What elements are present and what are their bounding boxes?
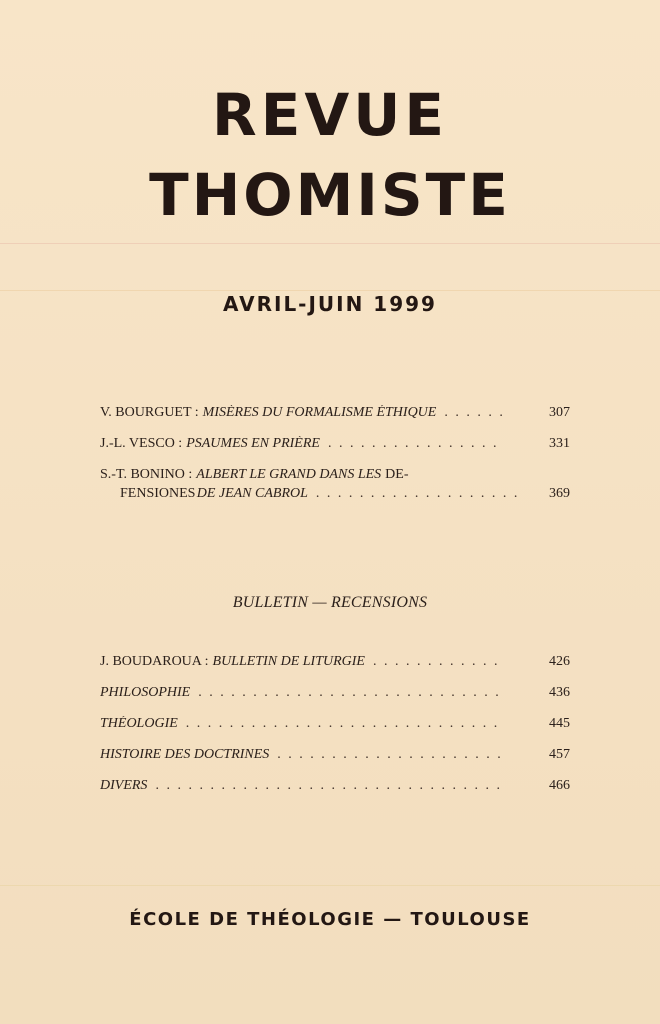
leader-dots	[186, 716, 502, 732]
toc-entry	[100, 747, 574, 778]
paper-line	[0, 290, 660, 291]
entry-title: PSAUMES EN PRIÈRE	[186, 436, 320, 451]
page-number: 466	[549, 778, 570, 793]
page-number: 445	[549, 716, 570, 731]
paper-line	[0, 243, 660, 244]
journal-title-line-1: REVUE	[212, 81, 448, 149]
toc-entry	[100, 685, 574, 716]
entry-author: J. BOUDAROUA :	[100, 654, 209, 669]
entry-author: S.-T. BONINO :	[100, 467, 193, 482]
entry-title-hyphenation: DE-	[385, 467, 409, 482]
bulletin-contents	[100, 654, 574, 809]
toc-entry	[100, 436, 574, 467]
toc-entry	[100, 654, 574, 685]
leader-dots	[316, 486, 522, 502]
entry-title-part-3: DE JEAN CABROL	[196, 486, 308, 501]
article-contents	[100, 405, 574, 517]
entry-author: V. BOURGUET :	[100, 405, 199, 420]
toc-entry	[100, 405, 574, 436]
entry-title: HISTOIRE DES DOCTRINES	[100, 747, 270, 762]
leader-dots	[277, 747, 502, 763]
page-number: 436	[549, 685, 570, 700]
page-number: 426	[549, 654, 570, 669]
page-number: 457	[549, 747, 570, 762]
page-number: 369	[549, 486, 570, 501]
publisher-footer: ÉCOLE DE THÉOLOGIE — TOULOUSE	[129, 909, 531, 930]
issue-date: AVRIL-JUIN 1999	[223, 292, 437, 316]
entry-title: BULLETIN DE LITURGIE	[212, 654, 365, 669]
leader-dots	[373, 654, 502, 670]
journal-title-line-2: THOMISTE	[149, 161, 511, 229]
paper-line	[0, 885, 660, 886]
entry-title-part-2: FENSIONES	[120, 486, 196, 501]
leader-dots	[155, 778, 502, 794]
leader-dots	[198, 685, 502, 701]
entry-title: PHILOSOPHIE	[100, 685, 191, 700]
toc-entry	[100, 716, 574, 747]
section-heading: BULLETIN — RECENSIONS	[232, 594, 428, 611]
entry-title: DIVERS	[100, 778, 148, 793]
page-number: 331	[549, 436, 570, 451]
entry-author: J.-L. VESCO :	[100, 436, 183, 451]
entry-title: MISÈRES DU FORMALISME ÉTHIQUE	[202, 405, 437, 420]
toc-entry	[100, 467, 574, 517]
entry-title-part-1: ALBERT LE GRAND DANS LES	[196, 467, 382, 482]
entry-title: THÉOLOGIE	[100, 716, 178, 731]
leader-dots	[444, 405, 502, 421]
page-number: 307	[549, 405, 570, 420]
toc-entry	[100, 778, 574, 809]
leader-dots	[328, 436, 502, 452]
